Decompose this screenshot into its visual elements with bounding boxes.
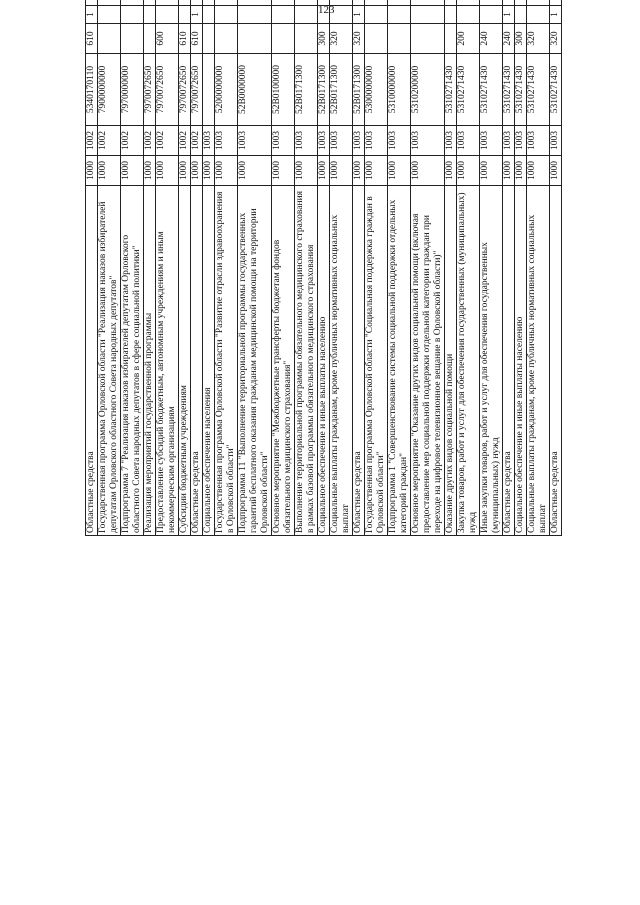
table-row [457,0,480,536]
table-row [353,0,365,536]
amount-year-1 [86,0,98,6]
table-row [98,0,121,536]
expense-type-code: 610 [179,24,191,54]
subsection-code: 1003 [365,126,388,156]
amount-year-1 [179,0,191,6]
section-code: 1000 [515,156,527,186]
section-code: 1000 [445,156,457,186]
funding-source [527,6,550,24]
table-row [156,0,179,536]
table-row [480,0,503,536]
target-article-code: 5310271430 [503,54,515,126]
subsection-code: 1002 [144,126,156,156]
amount-year-1 [353,0,365,6]
subsection-code: 1003 [527,126,550,156]
amount-year-1 [191,0,203,6]
table-row [330,0,353,536]
amount-year-1 [330,0,353,6]
expense-type-code: 320 [330,24,353,54]
target-article-code: 7970072650 [191,54,203,126]
amount-year-1 [365,0,388,6]
expense-type-code [203,24,215,54]
subsection-code: 1003 [445,126,457,156]
row-name: Социальные выплаты гражданам, кроме публичных нормативных социальных выплат [527,186,550,536]
target-article-code: 5310271430 [515,54,527,126]
subsection-code: 1003 [388,126,411,156]
subsection-code: 1002 [121,126,144,156]
table-row [365,0,388,536]
funding-source: 1 [191,6,203,24]
section-code: 1000 [388,156,411,186]
expense-type-code [445,24,457,54]
table-row [238,0,272,536]
budget-table [85,0,562,536]
table-row [86,0,98,536]
row-name: Субсидии бюджетным учреждениям [179,186,191,536]
row-name: Областные средства [550,186,562,536]
row-name: Государственная программа Орловской области "Социальная поддержка граждан в Орловской области" [365,186,388,536]
subsection-code: 1003 [215,126,238,156]
section-code: 1000 [179,156,191,186]
subsection-code: 1003 [353,126,365,156]
expense-type-code [144,24,156,54]
section-code: 1000 [191,156,203,186]
table-row [121,0,144,536]
subsection-code: 1003 [480,126,503,156]
expense-type-code: 240 [480,24,503,54]
table-row [503,0,515,536]
amount-year-1 [503,0,515,6]
section-code: 1000 [503,156,515,186]
subsection-code: 1003 [238,126,272,156]
funding-source [272,6,295,24]
amount-year-1 [203,0,215,6]
amount-year-1 [457,0,480,6]
amount-year-1 [295,0,318,6]
section-code: 1000 [527,156,550,186]
funding-source [480,6,503,24]
funding-source [445,6,457,24]
amount-year-1 [215,0,238,6]
table-row [388,0,411,536]
target-article-code: 5310200000 [411,54,445,126]
section-code: 1000 [238,156,272,186]
target-article-code: 7900000000 [98,54,121,126]
target-article-code: 52В0171300 [330,54,353,126]
expense-type-code: 600 [156,24,179,54]
row-name: Областные средства [353,186,365,536]
subsection-code: 1003 [457,126,480,156]
target-article-code: 52В0100000 [272,54,295,126]
amount-year-1 [156,0,179,6]
target-article-code: 52В0171300 [318,54,330,126]
section-code: 1000 [121,156,144,186]
table-row [203,0,215,536]
target-article-code: 7970072650 [144,54,156,126]
amount-year-1 [445,0,457,6]
table-row [215,0,238,536]
target-article-code: 5200000000 [215,54,238,126]
expense-type-code [215,24,238,54]
expense-type-code: 320 [527,24,550,54]
row-name: Выполнение территориальной программы обязательного медицинского страхования в рамках базовой программы обязательного медицинского страхования [295,186,318,536]
target-article-code: 7970072650 [156,54,179,126]
table-row [550,0,562,536]
row-name: Основное мероприятие "Оказание других видов социальной помощи (включая предоставление мер социальной поддержки отдельной категории граждан при переходе на цифровое телевизионное вещание в Орловской области)" [411,186,445,536]
expense-type-code: 320 [353,24,365,54]
target-article-code: 5310271430 [480,54,503,126]
section-code: 1000 [353,156,365,186]
subsection-code: 1002 [179,126,191,156]
table-row [527,0,550,536]
amount-year-1 [272,0,295,6]
funding-source [144,6,156,24]
subsection-code: 1003 [411,126,445,156]
target-article-code: 5310271430 [550,54,562,126]
expense-type-code [411,24,445,54]
section-code: 1000 [203,156,215,186]
table-row [318,0,330,536]
table-row [295,0,318,536]
subsection-code: 1003 [318,126,330,156]
subsection-code: 1002 [86,126,98,156]
section-code: 1000 [272,156,295,186]
amount-year-1 [515,0,527,6]
section-code: 1000 [295,156,318,186]
section-code: 1000 [318,156,330,186]
table-row [272,0,295,536]
row-name: Областные средства [191,186,203,536]
row-name: Иные закупки товаров, работ и услуг для обеспечения государственных (муниципальных) нужд [480,186,503,536]
amount-year-1 [238,0,272,6]
target-article-code: 7970072650 [179,54,191,126]
funding-source [318,6,330,24]
row-name: Подпрограмма 11 "Выполнение территориальной программы государственных гарантий бесплатного оказания гражданам медицинской помощи на территории Орловской области" [238,186,272,536]
row-name: Социальное обеспечение населения [203,186,215,536]
amount-year-1 [411,0,445,6]
expense-type-code [295,24,318,54]
budget-table-container [85,0,599,536]
expense-type-code [365,24,388,54]
expense-type-code: 610 [191,24,203,54]
funding-source: 1 [353,6,365,24]
funding-source: 1 [503,6,515,24]
funding-source [238,6,272,24]
funding-source: 1 [86,6,98,24]
row-name: Социальное обеспечение и иные выплаты населению [318,186,330,536]
funding-source [411,6,445,24]
row-name: Реализация мероприятий государственной программы [144,186,156,536]
target-article-code: 52В0000000 [238,54,272,126]
amount-year-1 [527,0,550,6]
expense-type-code: 610 [86,24,98,54]
expense-type-code: 300 [515,24,527,54]
target-article-code [203,54,215,126]
page-number: 123 [318,4,335,16]
funding-source [365,6,388,24]
table-row [191,0,203,536]
target-article-code: 5310271430 [445,54,457,126]
subsection-code: 1002 [156,126,179,156]
subsection-code: 1003 [503,126,515,156]
target-article-code: 52В0171300 [295,54,318,126]
row-name: Предоставление субсидий бюджетным, автономным учреждениям и иным некоммерческим организациям [156,186,179,536]
table-row [515,0,527,536]
row-name: Социальное обеспечение и иные выплаты населению [515,186,527,536]
subsection-code: 1003 [272,126,295,156]
funding-source [515,6,527,24]
section-code: 1000 [365,156,388,186]
expense-type-code: 300 [318,24,330,54]
row-name: Подпрограмма 1 "Совершенствование системы социальной поддержки отдельных категорий граждан" [388,186,411,536]
amount-year-1 [550,0,562,6]
funding-source [121,6,144,24]
target-article-code: 5310271430 [457,54,480,126]
table-row [179,0,191,536]
budget-table-body [86,0,562,536]
row-name: Областные средства [503,186,515,536]
section-code: 1000 [156,156,179,186]
amount-year-1 [144,0,156,6]
row-name: Оказание других видов социальной помощи [445,186,457,536]
funding-source [215,6,238,24]
row-name: Закупка товаров, работ и услуг для обеспечения государственных (муниципальных) нужд [457,186,480,536]
table-row [411,0,445,536]
subsection-code: 1003 [295,126,318,156]
amount-year-1 [318,0,330,6]
table-row [144,0,156,536]
section-code: 1000 [411,156,445,186]
funding-source [457,6,480,24]
section-code: 1000 [330,156,353,186]
row-name: Областные средства [86,186,98,536]
expense-type-code: 200 [457,24,480,54]
section-code: 1000 [86,156,98,186]
funding-source [330,6,353,24]
funding-source [295,6,318,24]
subsection-code: 1002 [191,126,203,156]
section-code: 1000 [550,156,562,186]
row-name: Основное мероприятие "Межбюджетные трансферты бюджетам фондов обязательного медицинского страхования" [272,186,295,536]
section-code: 1000 [98,156,121,186]
section-code: 1000 [144,156,156,186]
subsection-code: 1003 [515,126,527,156]
expense-type-code [238,24,272,54]
rotated-table-area [85,12,599,902]
target-article-code: 5300000000 [365,54,388,126]
expense-type-code: 240 [503,24,515,54]
funding-source [203,6,215,24]
subsection-code: 1003 [203,126,215,156]
row-name: Подпрограмма 7 "Реализация наказов избирателей депутатам Орловского областного Совета народных депутатов в сфере социальной политики" [121,186,144,536]
funding-source [98,6,121,24]
target-article-code: 5340170110 [86,54,98,126]
funding-source: 1 [550,6,562,24]
target-article-code: 5310271430 [527,54,550,126]
row-name: Государственная программа Орловской области "Реализация наказов избирателей депутатам Орловского областного Совета народных депутатов" [98,186,121,536]
subsection-code: 1002 [98,126,121,156]
target-article-code: 5310000000 [388,54,411,126]
expense-type-code [121,24,144,54]
expense-type-code: 320 [550,24,562,54]
table-row [445,0,457,536]
funding-source [388,6,411,24]
amount-year-1 [388,0,411,6]
funding-source [156,6,179,24]
expense-type-code [272,24,295,54]
expense-type-code [388,24,411,54]
subsection-code: 1003 [330,126,353,156]
section-code: 1000 [457,156,480,186]
subsection-code: 1003 [550,126,562,156]
section-code: 1000 [480,156,503,186]
expense-type-code [98,24,121,54]
amount-year-1 [121,0,144,6]
row-name: Социальные выплаты гражданам, кроме публичных нормативных социальных выплат [330,186,353,536]
target-article-code: 7970000000 [121,54,144,126]
target-article-code: 52В0171300 [353,54,365,126]
amount-year-1 [480,0,503,6]
amount-year-1 [98,0,121,6]
funding-source [179,6,191,24]
row-name: Государственная программа Орловской области "Развитие отрасли здравоохранения в Орловской области" [215,186,238,536]
section-code: 1000 [215,156,238,186]
